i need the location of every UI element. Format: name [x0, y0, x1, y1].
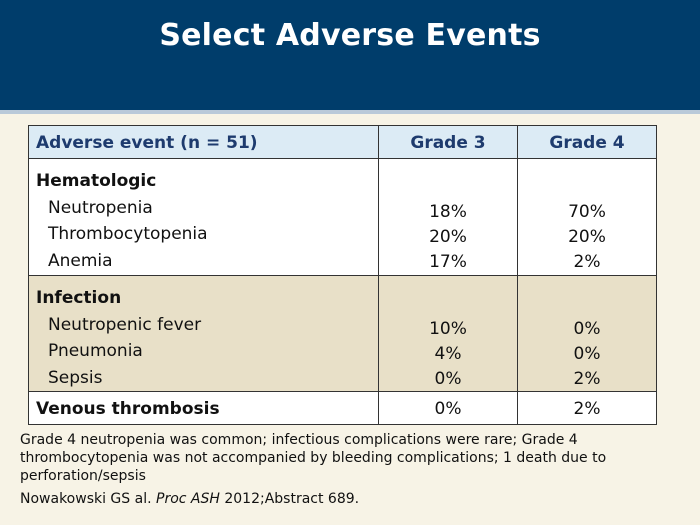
grade3-value: 0%: [434, 369, 462, 389]
grade4-value: 0%: [573, 319, 601, 339]
citation-detail: 2012;Abstract 689.: [224, 491, 360, 507]
column-divider: [517, 126, 518, 424]
event-label: Neutropenia: [48, 198, 153, 218]
citation-journal: Proc ASH: [156, 491, 220, 507]
col-header-grade4: Grade 4: [549, 133, 625, 153]
column-divider: [378, 126, 379, 424]
header-divider: [0, 110, 700, 114]
footnote-text: Grade 4 neutropenia was common; infectious complications were rare; Grade 4 thrombocytopenia was not accompanied by bleeding complications; 1 death due to perforation/sepsis: [20, 432, 607, 484]
group-label-hematologic: Hematologic: [36, 171, 157, 191]
table-header-row: [29, 126, 656, 159]
event-label: Pneumonia: [48, 341, 143, 361]
event-label: Thrombocytopenia: [48, 224, 208, 244]
grade4-value: 20%: [568, 227, 606, 247]
grade3-value: 18%: [429, 202, 467, 222]
grade4-value: 2%: [573, 369, 601, 389]
adverse-events-table: [28, 125, 657, 425]
table-row-hematologic: [29, 159, 656, 276]
grade3-value: 4%: [434, 344, 462, 364]
table-row-venous-thrombosis: [29, 392, 656, 424]
table-row-infection: [29, 276, 656, 392]
grade3-value: 0%: [434, 399, 462, 419]
citation-authors: Nowakowski GS al.: [20, 491, 152, 507]
slide-title: Select Adverse Events: [159, 18, 541, 53]
grade4-value: 70%: [568, 202, 606, 222]
slide-header: [0, 0, 700, 110]
citation: [20, 491, 680, 507]
group-label-infection: Infection: [36, 288, 122, 308]
grade4-value: 2%: [573, 252, 601, 272]
grade3-value: 10%: [429, 319, 467, 339]
col-header-grade3: Grade 3: [410, 133, 486, 153]
group-label-venous-thrombosis: Venous thrombosis: [36, 399, 220, 419]
event-label: Anemia: [48, 251, 113, 271]
grade4-value: 2%: [573, 399, 601, 419]
grade3-value: 17%: [429, 252, 467, 272]
grade4-value: 0%: [573, 344, 601, 364]
event-label: Neutropenic fever: [48, 315, 202, 335]
event-label: Sepsis: [48, 368, 103, 388]
col-header-adverse-event: Adverse event (n = 51): [36, 133, 258, 153]
grade3-value: 20%: [429, 227, 467, 247]
